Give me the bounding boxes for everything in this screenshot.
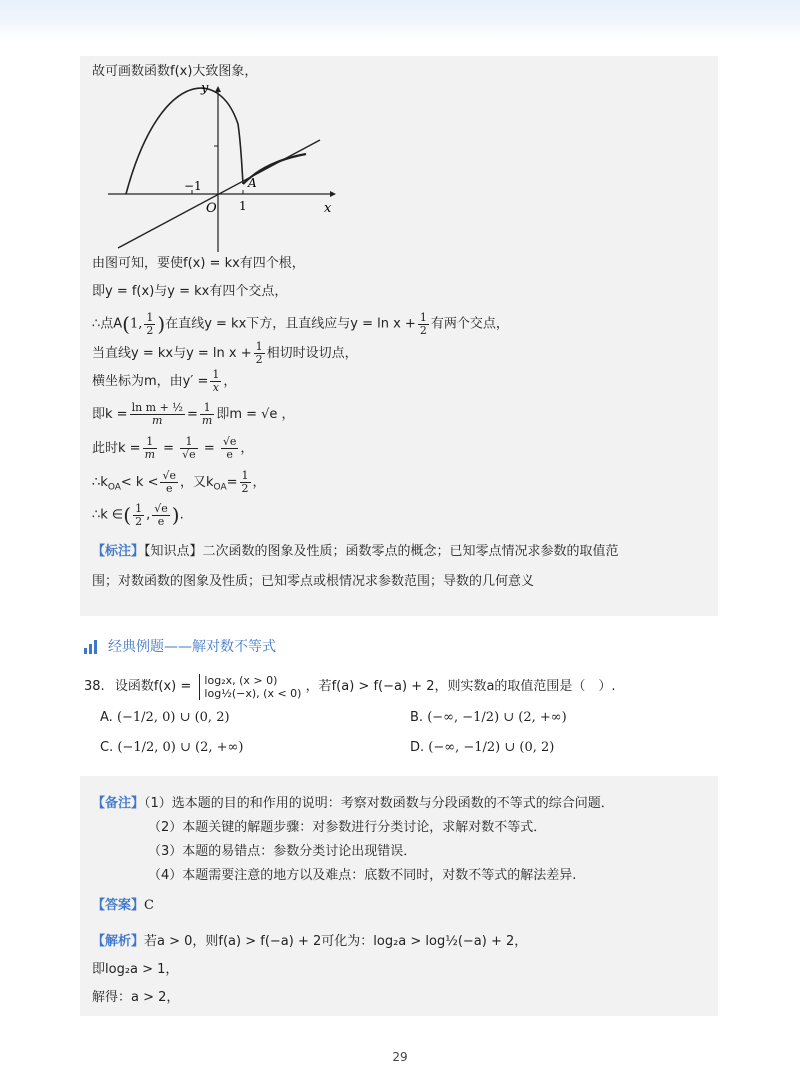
graph-y-label: y — [201, 84, 209, 96]
graph-one: 1 — [239, 199, 247, 213]
line4-part-b: 在直线y = kx下方，且直线应与y = ln x + — [165, 316, 416, 332]
graph-x-label: x — [324, 201, 332, 216]
remark-panel — [80, 776, 718, 1016]
analysis-tag: 【解析】 — [92, 934, 145, 949]
question-stem: 38. 设函数f(x) = log₂x, (x > 0) log½(−x), (x < 0) ，若f(a) > f(−a) + 2，则实数a的取值范围是（ ）. — [84, 673, 616, 700]
answer-line — [92, 896, 154, 916]
remark-line-4: （4）本题需要注意的地方以及难点：底数不同时，对数不等式的解法差异. — [148, 868, 577, 883]
solution-line-6: 横坐标为m，由y′ = $\frac{1}{x}$ ， — [92, 368, 237, 394]
section-bars-icon — [84, 640, 100, 654]
graph-origin-label: O — [206, 201, 217, 216]
option-a[interactable]: A. (−1/2, 0) ∪ (0, 2) — [100, 710, 230, 725]
line4-part-c: 有两个交点， — [430, 316, 509, 332]
note-line-2: 围；对数函数的图象及性质；已知零点或根情况求参数范围；导数的几何意义 — [92, 574, 535, 589]
line4-part-a: ∴点A — [92, 316, 123, 332]
remark-line-3: （3）本题的易错点：参数分类讨论出现错误． — [148, 844, 417, 859]
analysis-line-2: 即log₂a > 1， — [92, 962, 179, 977]
option-c[interactable]: C. (−1/2, 0) ∪ (2, +∞) — [100, 740, 244, 755]
analysis-line-3: 解得：a > 2， — [92, 990, 180, 1005]
top-band — [0, 0, 800, 40]
solution-line-1: 故可画数函数f(x)大致图象， — [92, 64, 258, 79]
remark-line-1: 【备注】（1）选本题的目的和作用的说明：考察对数函数与分段函数的不等式的综合问题． — [92, 796, 614, 811]
solution-line-5: 当直线y = kx与y = ln x + $\frac{1}{2}$ 相切时设切点， — [92, 340, 358, 366]
function-graph — [98, 84, 338, 254]
solution-line-2: 由图可知，要使f(x) = kx有四个根， — [92, 256, 305, 271]
note-line-1: 【标注】【知识点】二次函数的图象及性质；函数零点的概念；已知零点情况求参数的取值范 — [92, 544, 619, 559]
solution-line-7: 即k = $\frac{\text{ln m + ½}}{m}$ = $\frac{1}{m}$ 即m = √e ， — [92, 401, 295, 427]
solution-line-4: ∴点A(1, $\frac{1}{2}$ )在直线y = kx下方，且直线应与y = ln x + $\frac{1}{2}$ 有两个交点， — [92, 310, 509, 337]
solution-line-3: 即y = f(x)与y = kx有四个交点， — [92, 284, 288, 299]
line4-frac: $\frac{1}{2}$ — [146, 310, 154, 337]
graph-point-a: A — [248, 176, 257, 190]
analysis-line-1: 【解析】若a > 0，则f(a) > f(−a) + 2可化为：log₂a > log½(−a) + 2， — [92, 934, 528, 949]
answer-tag: 【答案】 — [92, 898, 145, 913]
answer-value: C — [144, 898, 154, 913]
piecewise-cases: log₂x, (x > 0) log½(−x), (x < 0) — [199, 674, 301, 700]
page-number: 29 — [392, 1050, 408, 1064]
option-b[interactable]: B. (−∞, −1/2) ∪ (2, +∞) — [410, 710, 567, 725]
solution-line-10: ∴k ∈( $\frac{1}{2}$ , $\frac{√e}{e}$ ). — [92, 501, 184, 528]
section-title: 经典例题——解对数不等式 — [108, 639, 276, 655]
remark-line-2: （2）本题关键的解题步骤：对参数进行分类讨论，求解对数不等式． — [148, 820, 547, 835]
remark-tag: 【备注】 — [92, 796, 145, 811]
graph-neg-one: −1 — [184, 179, 202, 193]
solution-line-9: $\therefore k_{OA}< k$ < $\frac{√e}{e}$ ，又$k_{OA}=$ $\frac{1}{2}$ ， — [92, 469, 266, 495]
solution-line-8: 此时k = $\frac{1}{m}$ = $\frac{1}{√e}$ = $\frac{√e}{e}$ ， — [92, 435, 254, 461]
note-tag: 【标注】 — [92, 544, 145, 559]
option-d[interactable]: D. (−∞, −1/2) ∪ (0, 2) — [410, 740, 555, 755]
solution-panel — [80, 56, 718, 616]
question-number: 38. — [84, 679, 105, 694]
